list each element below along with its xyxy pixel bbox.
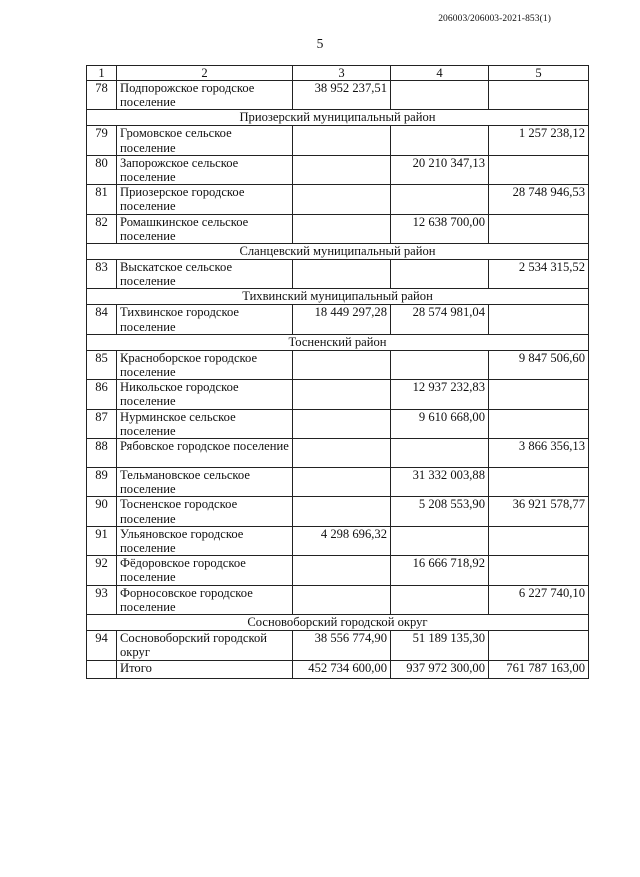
section-row	[87, 289, 589, 305]
section-row	[87, 110, 589, 126]
table-row	[87, 497, 589, 526]
value-col-4	[391, 526, 489, 555]
value-col-4	[391, 260, 489, 289]
row-number: 82	[87, 214, 117, 243]
settlement-name: Громовское сельское поселение	[117, 126, 293, 155]
value-col-3: 18 449 297,28	[293, 305, 391, 334]
value-col-4: 5 208 553,90	[391, 497, 489, 526]
table-row	[87, 81, 589, 110]
table-row	[87, 585, 589, 614]
section-title: Сосновоборский городской округ	[87, 615, 589, 631]
value-col-3: 38 952 237,51	[293, 81, 391, 110]
section-title: Приозерский муниципальный район	[87, 110, 589, 126]
settlement-name: Сосновоборский городской округ	[117, 631, 293, 660]
value-col-5	[489, 409, 589, 438]
value-col-5: 2 534 315,52	[489, 260, 589, 289]
value-col-4: 51 189 135,30	[391, 631, 489, 660]
value-col-3: 38 556 774,90	[293, 631, 391, 660]
row-number: 86	[87, 380, 117, 409]
value-col-5: 36 921 578,77	[489, 497, 589, 526]
settlement-name: Фёдоровское городское поселение	[117, 556, 293, 585]
settlement-name: Приозерское городское поселение	[117, 185, 293, 214]
value-col-3	[293, 185, 391, 214]
section-title: Тихвинский муниципальный район	[87, 289, 589, 305]
row-number: 87	[87, 409, 117, 438]
table-row	[87, 631, 589, 660]
table-row	[87, 185, 589, 214]
settlement-name: Нурминское сельское поселение	[117, 409, 293, 438]
value-col-5	[489, 214, 589, 243]
row-number: 85	[87, 350, 117, 379]
settlement-name: Тосненское городское поселение	[117, 497, 293, 526]
value-col-4	[391, 350, 489, 379]
value-col-3	[293, 260, 391, 289]
table-body	[87, 81, 589, 679]
settlement-name: Никольское городское поселение	[117, 380, 293, 409]
value-col-3	[293, 409, 391, 438]
column-header: 3	[293, 66, 391, 81]
table-row	[87, 526, 589, 555]
row-number: 93	[87, 585, 117, 614]
value-col-4: 28 574 981,04	[391, 305, 489, 334]
settlement-name: Ульяновское городское поселение	[117, 526, 293, 555]
page-number: 5	[316, 36, 324, 51]
row-number: 79	[87, 126, 117, 155]
column-header: 5	[489, 66, 589, 81]
row-number: 83	[87, 260, 117, 289]
value-col-3	[293, 380, 391, 409]
value-col-4	[391, 439, 489, 468]
value-col-3	[293, 585, 391, 614]
section-row	[87, 615, 589, 631]
value-col-5: 1 257 238,12	[489, 126, 589, 155]
table-row	[87, 556, 589, 585]
column-header: 2	[117, 66, 293, 81]
value-col-3	[293, 350, 391, 379]
table-row	[87, 305, 589, 334]
settlement-name: Выскатское сельское поселение	[117, 260, 293, 289]
row-number: 78	[87, 81, 117, 110]
settlement-name: Подпорожское городское поселение	[117, 81, 293, 110]
settlement-name: Красноборское городское поселение	[117, 350, 293, 379]
value-col-3	[293, 556, 391, 585]
value-col-5: 761 787 163,00	[489, 660, 589, 678]
value-col-5	[489, 305, 589, 334]
value-col-4: 12 937 232,83	[391, 380, 489, 409]
row-number: 89	[87, 468, 117, 497]
value-col-4	[391, 81, 489, 110]
value-col-4: 31 332 003,88	[391, 468, 489, 497]
total-row	[87, 660, 589, 678]
row-number: 84	[87, 305, 117, 334]
value-col-3	[293, 126, 391, 155]
value-col-4	[391, 585, 489, 614]
value-col-4: 937 972 300,00	[391, 660, 489, 678]
section-title: Тосненский район	[87, 334, 589, 350]
value-col-3	[293, 439, 391, 468]
value-col-4	[391, 126, 489, 155]
settlement-name: Запорожское сельское поселение	[117, 155, 293, 184]
table-row	[87, 468, 589, 497]
table-row	[87, 126, 589, 155]
budget-table	[86, 65, 589, 679]
section-row	[87, 334, 589, 350]
value-col-3	[293, 497, 391, 526]
value-col-4: 20 210 347,13	[391, 155, 489, 184]
table-row	[87, 214, 589, 243]
table-row	[87, 380, 589, 409]
table-row	[87, 439, 589, 468]
row-number: 92	[87, 556, 117, 585]
value-col-5	[489, 155, 589, 184]
value-col-3	[293, 155, 391, 184]
document-code: 206003/206003-2021-853(1)	[438, 14, 551, 24]
settlement-name: Форносовское городское поселение	[117, 585, 293, 614]
row-number: 80	[87, 155, 117, 184]
value-col-5: 6 227 740,10	[489, 585, 589, 614]
section-row	[87, 244, 589, 260]
table-row	[87, 155, 589, 184]
value-col-5	[489, 556, 589, 585]
value-col-5	[489, 631, 589, 660]
column-header: 4	[391, 66, 489, 81]
row-number: 91	[87, 526, 117, 555]
value-col-3: 4 298 696,32	[293, 526, 391, 555]
value-col-4: 16 666 718,92	[391, 556, 489, 585]
settlement-name: Итого	[117, 660, 293, 678]
column-header: 1	[87, 66, 117, 81]
settlement-name: Ромашкинское сельское поселение	[117, 214, 293, 243]
value-col-5: 9 847 506,60	[489, 350, 589, 379]
row-number: 90	[87, 497, 117, 526]
value-col-5	[489, 380, 589, 409]
row-number: 81	[87, 185, 117, 214]
value-col-3: 452 734 600,00	[293, 660, 391, 678]
row-number	[87, 660, 117, 678]
section-title: Сланцевский муниципальный район	[87, 244, 589, 260]
value-col-5: 28 748 946,53	[489, 185, 589, 214]
value-col-3	[293, 468, 391, 497]
table-row	[87, 350, 589, 379]
value-col-3	[293, 214, 391, 243]
value-col-5	[489, 81, 589, 110]
value-col-5: 3 866 356,13	[489, 439, 589, 468]
table-row	[87, 409, 589, 438]
value-col-5	[489, 526, 589, 555]
row-number: 94	[87, 631, 117, 660]
table-row	[87, 260, 589, 289]
settlement-name: Тихвинское городское поселение	[117, 305, 293, 334]
value-col-4	[391, 185, 489, 214]
value-col-4: 9 610 668,00	[391, 409, 489, 438]
settlement-name: Рябовское городское поселение	[117, 439, 293, 468]
settlement-name: Тельмановское сельское поселение	[117, 468, 293, 497]
value-col-4: 12 638 700,00	[391, 214, 489, 243]
column-number-row	[87, 66, 589, 81]
row-number: 88	[87, 439, 117, 468]
value-col-5	[489, 468, 589, 497]
